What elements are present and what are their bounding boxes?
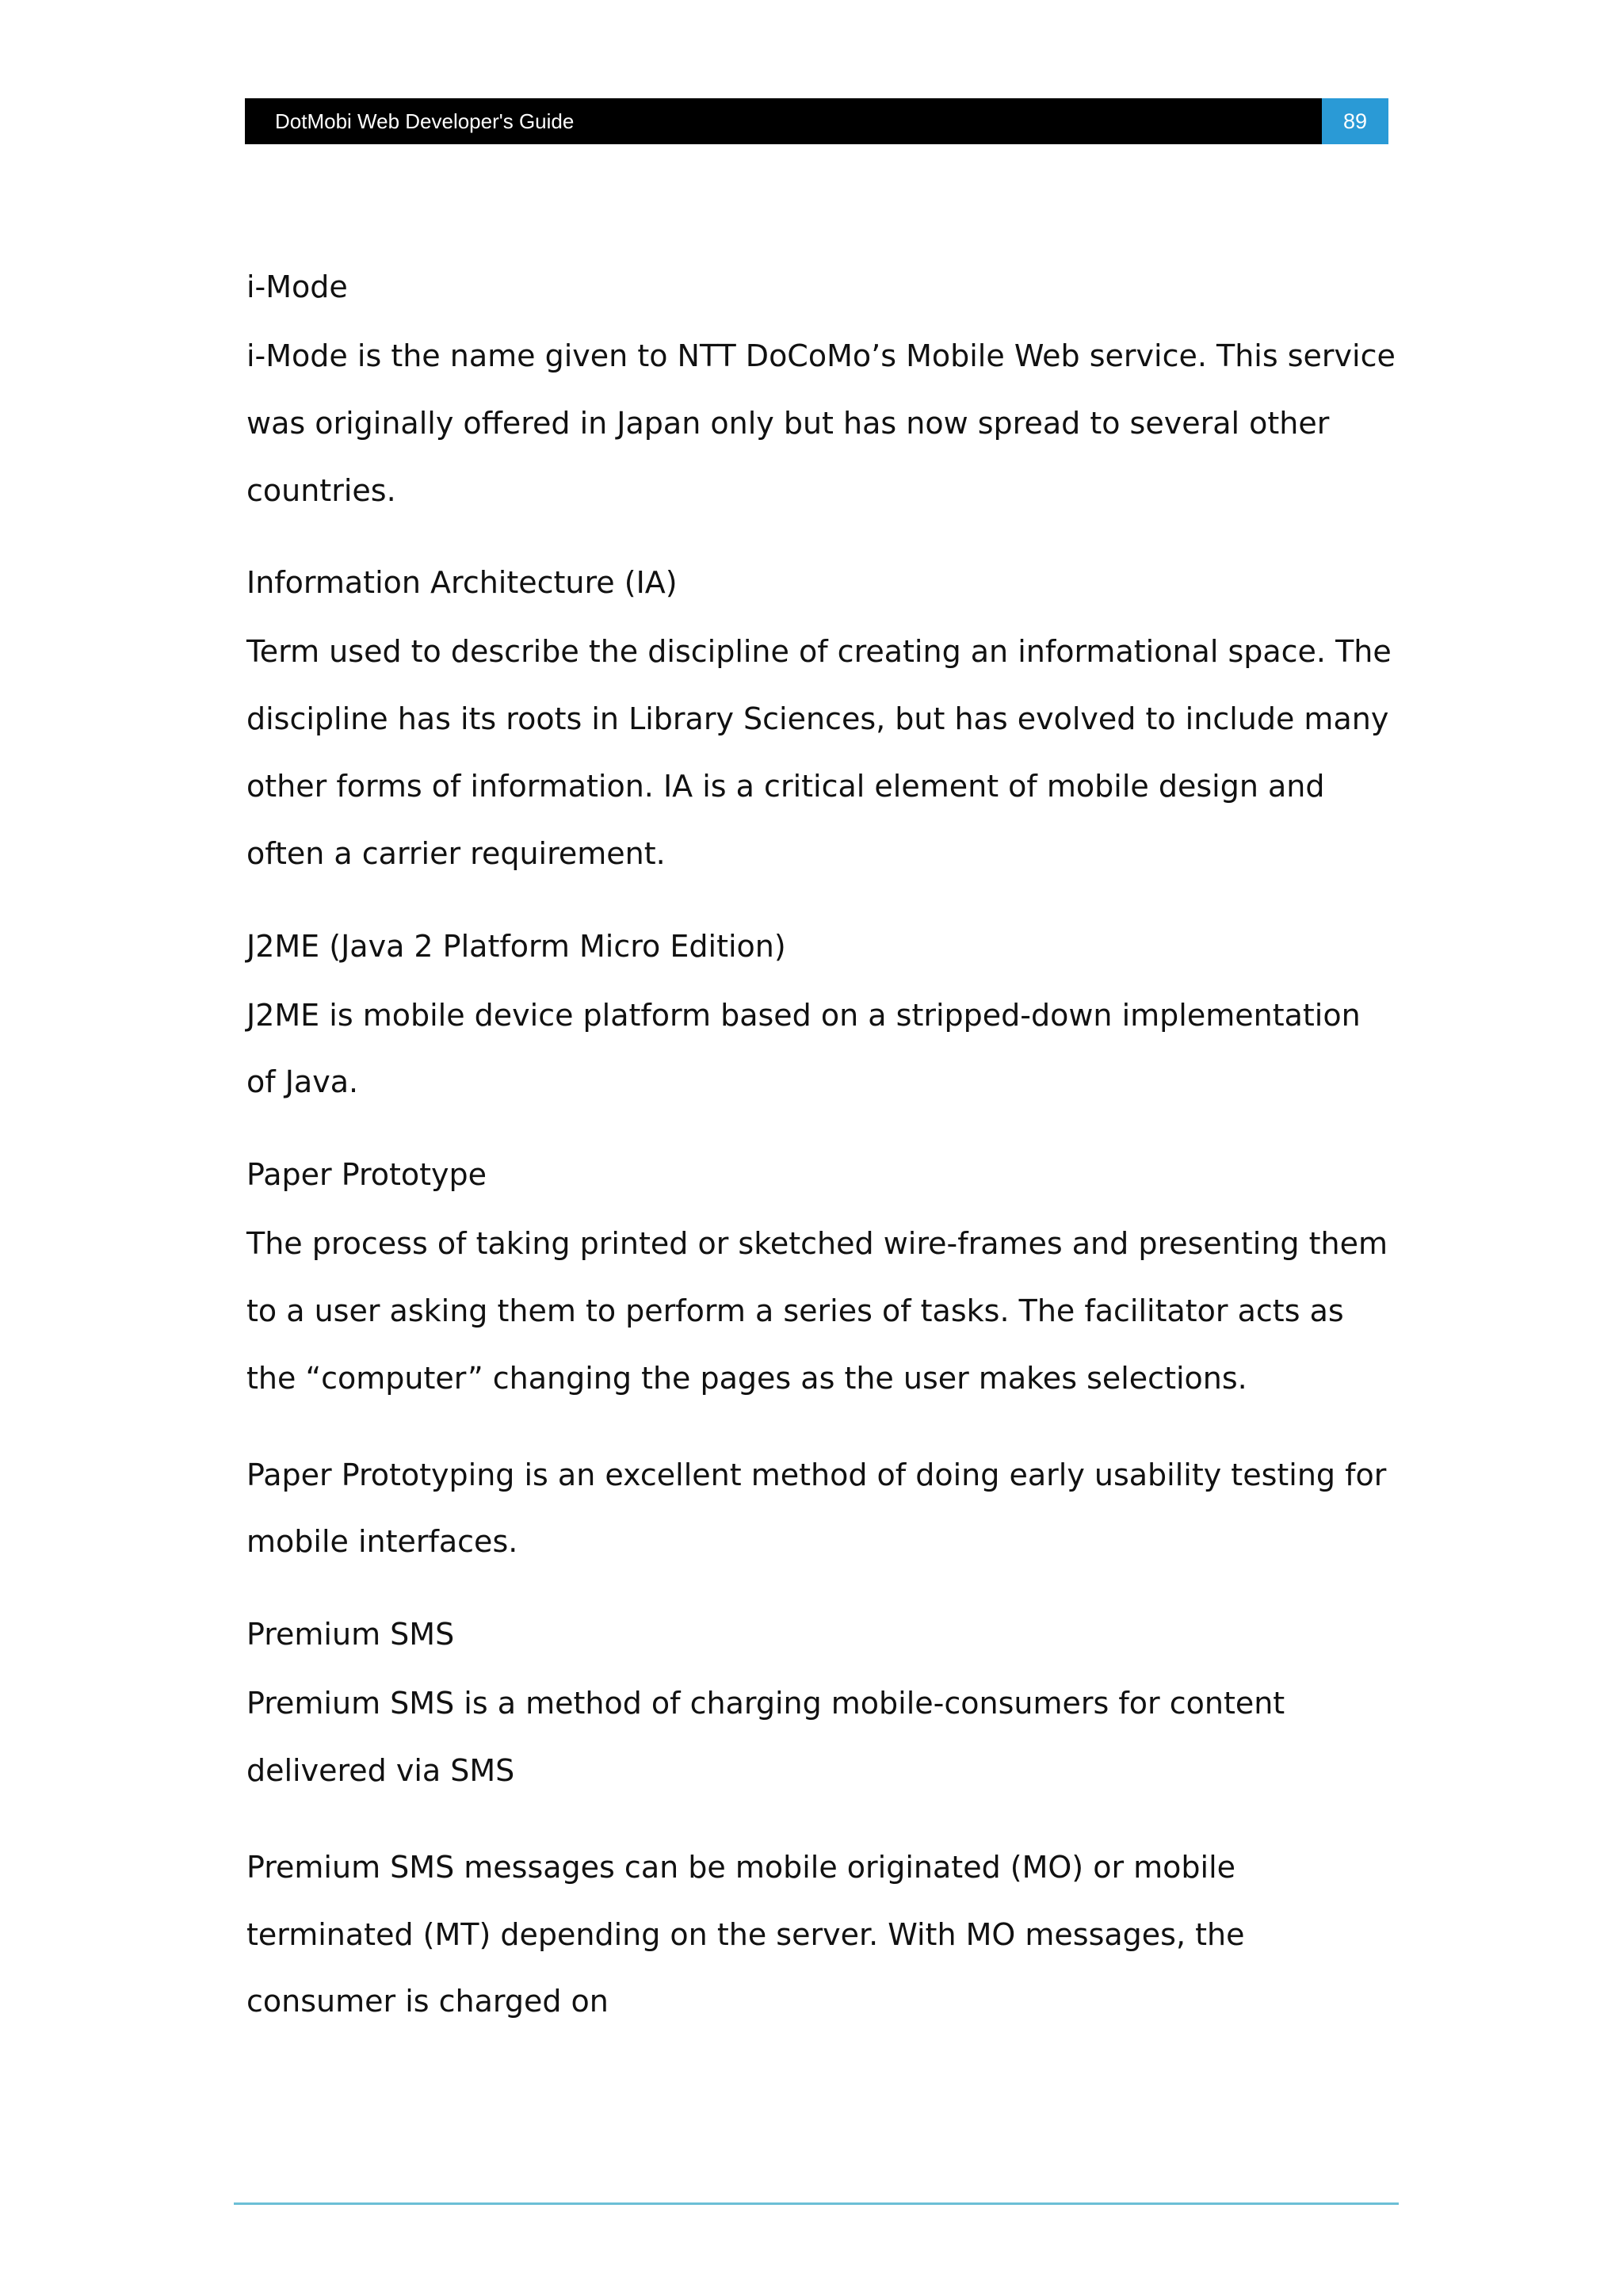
term-note-paper-prototype: Paper Prototyping is an excellent method of doing early usability testing for mobile interfaces.	[246, 1457, 1387, 1560]
term-definition-i-mode: i-Mode is the name given to NTT DoCoMo’s Mobile Web service. This service was originally offered in Japan only but has now spread to several other countries.	[246, 338, 1396, 508]
term-title-i-mode: i-Mode	[246, 269, 348, 304]
term-definition-paper-prototype: The process of taking printed or sketched wire-frames and presenting them to a user asking them to perform a series of tasks. The facilitator acts as the “computer” changing the pages as the user makes selections.	[246, 1226, 1388, 1396]
footer-rule	[234, 2202, 1399, 2205]
term-definition-j2me: J2ME is mobile device platform based on a stripped-down implementation of Java.	[246, 997, 1361, 1100]
term-note-premium-sms: Premium SMS messages can be mobile originated (MO) or mobile terminated (MT) depending on the server. With MO messages, the consumer is charged on	[246, 1849, 1245, 2019]
term-definition-premium-sms: Premium SMS is a method of charging mobile-consumers for content delivered via SMS	[246, 1686, 1285, 1788]
term-title-j2me: J2ME (Java 2 Platform Micro Edition)	[246, 928, 786, 964]
page-number: 89	[1322, 98, 1388, 144]
term-title-premium-sms: Premium SMS	[246, 1617, 455, 1652]
page-header	[245, 98, 1388, 144]
term-title-information-architecture: Information Architecture (IA)	[246, 565, 678, 601]
term-definition-information-architecture: Term used to describe the discipline of creating an informational space. The discipline has its roots in Library Sciences, but has evolved to include many other forms of information. IA is a critical element of mobile design and often a carrier requirement.	[246, 634, 1392, 871]
term-title-paper-prototype: Paper Prototype	[246, 1157, 487, 1193]
glossary-content	[246, 255, 1396, 2035]
header-title: DotMobi Web Developer's Guide	[275, 109, 575, 133]
